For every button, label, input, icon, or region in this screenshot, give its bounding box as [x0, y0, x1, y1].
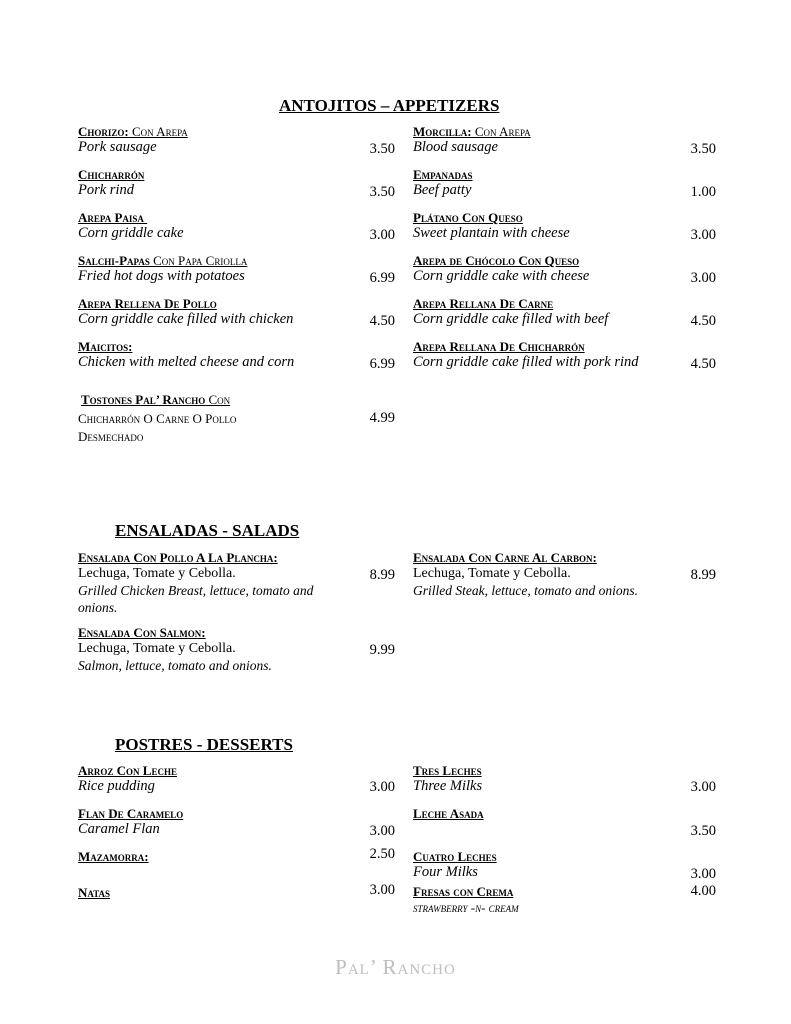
item-name: Ensalada Con Pollo A La Plancha: [78, 550, 278, 565]
menu-item-ensalada-salmon [78, 625, 272, 674]
item-desc: Corn griddle cake [78, 225, 184, 241]
item-price: 3.50 [690, 823, 716, 839]
menu-item-fresas-con-crema [413, 884, 519, 916]
item-desc: Grilled Chicken Breast, lettuce, tomato and [78, 583, 314, 598]
item-price: 6.99 [369, 270, 395, 286]
item-desc-cont: onions. [78, 600, 118, 615]
item-name: Arepa Rellana De Chicharrón [413, 339, 585, 354]
item-desc: strawberry -n- cream [413, 900, 519, 915]
footer-brand: Pal’ Rancho [335, 955, 456, 979]
item-name: Morcilla: [413, 124, 472, 139]
item-name: Natas [78, 885, 111, 900]
item-name-suffix: Con [205, 392, 231, 407]
menu-item-tostones [81, 392, 230, 407]
item-name: Arepa Rellana De Carne [413, 296, 554, 311]
tostones-line-3: Desmechado [78, 429, 144, 444]
item-name: Plátano Con Queso [413, 210, 523, 225]
appetizers-title: ANTOJITOS – APPETIZERS [279, 96, 500, 115]
item-name: Flan De Caramelo [78, 806, 184, 821]
item-price: 1.00 [690, 184, 716, 200]
item-desc: Fried hot dogs with potatoes [78, 268, 245, 284]
item-name: Maicitos: [78, 339, 133, 354]
item-price: 3.00 [690, 270, 716, 286]
item-price: 3.50 [369, 184, 395, 200]
tostones-line-2: Chicharrón O Carne O Pollo [78, 411, 237, 426]
item-name: Chorizo: [78, 124, 129, 139]
item-spanish-desc: Lechuga, Tomate y Cebolla. [413, 566, 571, 581]
item-name: Arepa Paisa [78, 210, 148, 225]
item-desc: Corn griddle cake filled with beef [413, 311, 609, 327]
menu-item-arepa-rellana-chicharron [413, 339, 639, 371]
menu-item-mazamorra [78, 849, 149, 864]
item-name: Mazamorra: [78, 849, 149, 864]
menu-item-arepa-rellana-carne [413, 296, 608, 328]
item-price: 8.99 [690, 567, 716, 583]
menu-item-platano-queso [413, 210, 570, 242]
item-desc: Three Milks [413, 778, 483, 794]
item-desc: Grilled Steak, lettuce, tomato and onions. [413, 583, 638, 598]
menu-item-leche-asada [413, 806, 484, 821]
menu-item-chicharron [78, 167, 144, 199]
menu-item-arroz-con-leche [78, 763, 177, 795]
item-price: 4.50 [690, 313, 716, 329]
item-desc: Pork sausage [78, 139, 157, 155]
item-name-suffix: Con Papa Criolla [153, 253, 248, 268]
menu-item-ensalada-carne [413, 550, 638, 599]
item-spanish-desc: Lechuga, Tomate y Cebolla. [78, 566, 236, 581]
item-price: 4.99 [369, 410, 395, 426]
menu-item-chorizo [78, 124, 188, 156]
item-name: Chicharrón [78, 167, 145, 182]
menu-item-arepa-chocolo [413, 253, 589, 285]
item-price: 3.00 [690, 227, 716, 243]
item-price: 3.50 [369, 141, 395, 157]
menu-item-arepa-rellena-pollo [78, 296, 293, 328]
item-name: Ensalada Con Salmon: [78, 625, 206, 640]
menu-item-flan [78, 806, 183, 838]
item-price: 3.00 [690, 866, 716, 882]
item-desc: Chicken with melted cheese and corn [78, 354, 295, 370]
item-name: Arroz Con Leche [78, 763, 177, 778]
item-name: Leche Asada [413, 806, 484, 821]
menu-item-salchi-papas [78, 253, 247, 285]
item-price: 6.99 [369, 356, 395, 372]
item-desc: Sweet plantain with cheese [413, 225, 570, 241]
item-name: Arepa Rellena De Pollo [78, 296, 217, 311]
item-name-suffix: Con Arepa [471, 124, 531, 139]
item-name-suffix: Con Arepa [128, 124, 188, 139]
item-name: Salchi-Papas [78, 253, 154, 268]
item-price: 3.00 [369, 227, 395, 243]
item-price: 3.00 [690, 779, 716, 795]
item-price: 2.50 [369, 846, 395, 862]
item-desc: Corn griddle cake filled with pork rind [413, 354, 639, 370]
item-desc: Blood sausage [413, 139, 498, 155]
item-desc: Pork rind [78, 182, 134, 198]
item-name: Fresas con Crema [413, 884, 514, 899]
item-price: 3.00 [369, 882, 395, 898]
item-desc: Corn griddle cake filled with chicken [78, 311, 294, 327]
menu-item-tres-leches [413, 763, 482, 795]
item-price: 3.00 [369, 823, 395, 839]
item-desc: Corn griddle cake with cheese [413, 268, 590, 284]
item-price: 4.00 [690, 883, 716, 899]
item-spanish-desc: Lechuga, Tomate y Cebolla. [78, 641, 236, 656]
item-name: Empanadas [413, 167, 473, 182]
item-name: Tres Leches [413, 763, 482, 778]
menu-item-arepa-paisa [78, 210, 184, 242]
item-price: 4.50 [690, 356, 716, 372]
menu-item-morcilla [413, 124, 531, 156]
menu-item-maicitos [78, 339, 294, 371]
item-price: 9.99 [369, 642, 395, 658]
item-desc: Rice pudding [78, 778, 155, 794]
item-name: Tostones Pal’ Rancho [81, 392, 206, 407]
item-name: Arepa de Chócolo Con Queso [413, 253, 580, 268]
item-price: 4.50 [369, 313, 395, 329]
menu-item-natas [78, 885, 110, 900]
item-price: 8.99 [369, 567, 395, 583]
menu-item-ensalada-pollo [78, 550, 313, 616]
item-desc: Salmon, lettuce, tomato and onions. [78, 658, 272, 673]
menu-item-cuatro-leches [413, 849, 497, 881]
item-price: 3.00 [369, 779, 395, 795]
item-desc: Beef patty [413, 182, 472, 198]
item-name: Ensalada Con Carne Al Carbon: [413, 550, 597, 565]
item-price: 3.50 [690, 141, 716, 157]
salads-title: ENSALADAS - SALADS [115, 521, 300, 540]
item-name: Cuatro Leches [413, 849, 497, 864]
desserts-title: POSTRES - DESSERTS [115, 735, 293, 754]
item-desc: Four Milks [413, 864, 478, 880]
menu-item-empanadas [413, 167, 473, 199]
item-desc: Caramel Flan [78, 821, 160, 837]
